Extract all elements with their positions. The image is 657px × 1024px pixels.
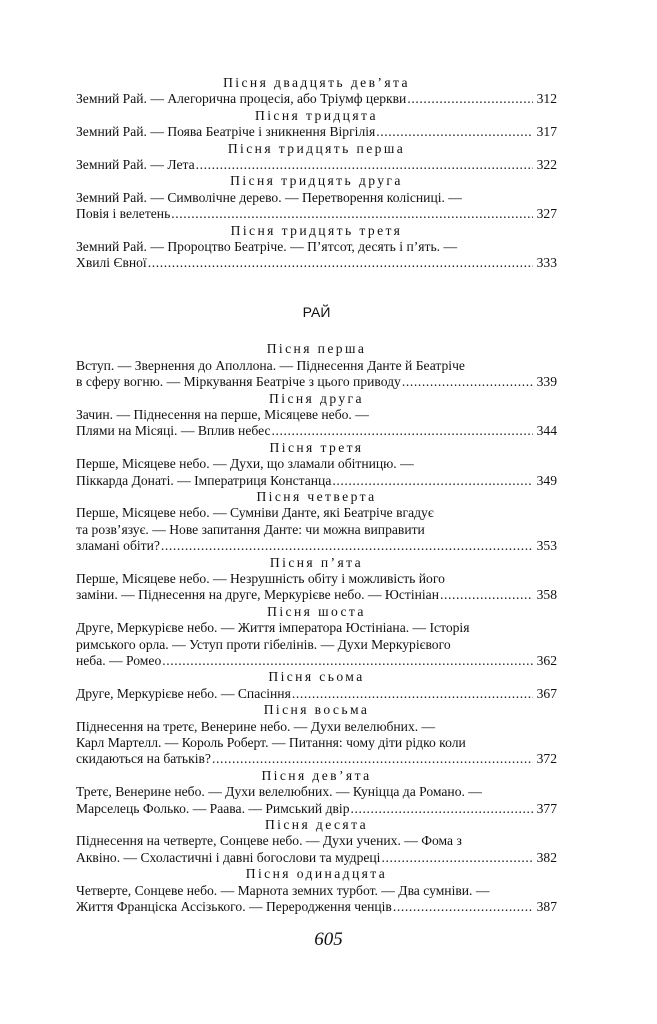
- entry-page-number: 312: [536, 91, 557, 107]
- canto-title: Пісня шоста: [267, 603, 366, 619]
- entry-last-line: [76, 374, 557, 390]
- dot-leader: [148, 255, 533, 271]
- toc-entry: [76, 604, 557, 670]
- entry-text-line: Хвилі Євної: [76, 255, 147, 271]
- dot-leader: [162, 653, 533, 669]
- canto-title: Пісня двадцять дев’ята: [223, 75, 410, 90]
- canto-title: Пісня п’ята: [269, 554, 364, 570]
- canto-title: Пісня десята: [264, 817, 369, 833]
- entry-last-line: [76, 801, 557, 817]
- toc-entry: [76, 768, 557, 817]
- toc-entry: [76, 223, 557, 272]
- entry-page-number: 358: [536, 587, 557, 603]
- entry-page-number: 327: [536, 206, 557, 222]
- entry-text-line: Життя Франціска Ассізького. — Переродження ченців: [76, 899, 392, 915]
- entry-text-line: та розв’язує. — Нове запитання Данте: чи можна виправити: [76, 521, 425, 537]
- entry-last-line: [76, 751, 557, 767]
- entry-last-line: [76, 473, 557, 489]
- entry-text-line: Земний Рай. — Поява Беатріче і зникнення Віргілія: [76, 124, 376, 140]
- canto-title: Пісня тридцять перша: [227, 140, 406, 156]
- entry-text-line: Піднесення на третє, Венерине небо. — Духи велелюбних. —: [76, 718, 436, 734]
- entry-page-number: 377: [536, 800, 557, 816]
- entry-text-line: Четверте, Сонцеве небо. — Марнота земних турбот. — Два сумніви. —: [76, 882, 490, 898]
- entry-page-number: 349: [536, 472, 557, 488]
- entry-text-line: Друге, Меркурієве небо. — Спасіння: [76, 685, 291, 701]
- dot-leader: [402, 374, 533, 390]
- toc-entry: [76, 866, 557, 915]
- entry-text-line: Перше, Місяцеве небо. — Сумніви Данте, які Беатріче вгадує: [76, 505, 434, 521]
- entry-page-number: 367: [536, 685, 557, 701]
- toc-entry: [76, 489, 557, 555]
- entry-last-line: [76, 587, 557, 603]
- toc-entry: [76, 555, 557, 604]
- toc-entry: [76, 173, 557, 222]
- dot-leader: [440, 587, 533, 603]
- entry-text-line: Плями на Місяці. — Вплив небес: [76, 423, 271, 439]
- entry-text-line: Повія і велетень: [76, 206, 171, 222]
- entry-text-line: Марселець Фолько. — Раава. — Римський двір: [76, 800, 350, 816]
- entry-text-line: Перше, Місяцеве небо. — Незрушність обіту і можливість його: [76, 570, 445, 586]
- toc-entry: [76, 669, 557, 702]
- table-of-contents: [76, 75, 557, 916]
- entry-page-number: 344: [536, 423, 557, 439]
- canto-title: Пісня друга: [269, 390, 364, 406]
- entry-text-line: Піднесення на четверте, Сонцеве небо. — Духи учених. — Фома з: [76, 833, 462, 849]
- part-title: РАЙ: [302, 303, 331, 320]
- dot-leader: [393, 899, 533, 915]
- entry-text-line: Зачин. — Піднесення на перше, Місяцеве небо. —: [76, 406, 369, 422]
- dot-leader: [381, 850, 533, 866]
- entry-text-line: Земний Рай. — Алегорична процесія, або Тріумф церкви: [76, 91, 407, 107]
- entry-page-number: 372: [536, 751, 557, 767]
- toc-entry: [76, 141, 557, 174]
- dot-leader: [171, 206, 533, 222]
- entry-page-number: 362: [536, 653, 557, 668]
- entry-last-line: [76, 91, 557, 107]
- entry-page-number: 317: [536, 124, 557, 140]
- entry-text-line: Перше, Місяцеве небо. — Духи, що зламали обітницю. —: [76, 456, 414, 472]
- entry-text-line: скидаються на батьків?: [76, 751, 211, 767]
- entry-text-line: Піккарда Донаті. — Імператриця Констанца: [76, 472, 332, 488]
- entry-text-line: Вступ. — Звернення до Аполлона. — Піднесення Данте й Беатріче: [76, 357, 465, 373]
- entry-page-number: 322: [536, 157, 557, 173]
- entry-page-number: 387: [536, 899, 557, 915]
- toc-entry: [76, 440, 557, 489]
- dot-leader: [272, 423, 534, 439]
- entry-last-line: [76, 124, 557, 140]
- canto-title: Пісня восьма: [263, 702, 370, 718]
- entry-last-line: [76, 899, 557, 915]
- entry-page-number: 382: [536, 849, 557, 865]
- canto-title: Пісня перша: [266, 341, 367, 357]
- dot-leader: [196, 157, 533, 173]
- entry-page-number: 333: [536, 255, 557, 271]
- toc-section: [76, 75, 557, 272]
- entry-last-line: [76, 157, 557, 173]
- entry-text-line: Аквіно. — Схоластичні і давні богослови та мудреці: [76, 849, 381, 865]
- entry-page-number: 339: [536, 374, 557, 390]
- canto-title: Пісня дев’ята: [261, 767, 372, 783]
- dot-leader: [351, 801, 533, 817]
- dot-leader: [292, 686, 533, 702]
- canto-title: Пісня одинадцята: [245, 866, 388, 882]
- canto-title: Пісня тридцята: [255, 107, 378, 123]
- toc-entry: [76, 391, 557, 440]
- entry-text-line: зламані обіти?: [76, 538, 160, 554]
- entry-text-line: Друге, Меркурієве небо. — Життя імператора Юстініана. — Історія: [76, 620, 470, 636]
- canto-title: Пісня тридцять друга: [230, 173, 403, 189]
- dot-leader: [212, 751, 533, 767]
- toc-section: [76, 304, 557, 916]
- entry-last-line: [76, 686, 557, 702]
- entry-page-number: 353: [536, 538, 557, 554]
- toc-entry: [76, 341, 557, 390]
- toc-entry: [76, 108, 557, 141]
- entry-text-line: Третє, Венерине небо. — Духи велелюбних. — Куніцца да Романо. —: [76, 784, 482, 800]
- entry-text-line: неба. — Ромео: [76, 653, 162, 668]
- dot-leader: [332, 473, 533, 489]
- entry-last-line: [76, 255, 557, 271]
- entry-text-line: Земний Рай. — Пророцтво Беатріче. — П’ятсот, десять і п’ять. —: [76, 239, 458, 255]
- toc-entry: [76, 817, 557, 866]
- entry-last-line: [76, 538, 557, 554]
- entry-text-line: Земний Рай. — Символічне дерево. — Перетворення колісниці. —: [76, 189, 462, 205]
- entry-last-line: [76, 423, 557, 439]
- dot-leader: [407, 91, 533, 107]
- canto-title: Пісня третя: [269, 439, 364, 455]
- entry-text-line: римського орла. — Уступ проти гібелінів. — Духи Меркурієвого: [76, 636, 451, 652]
- entry-text-line: в сферу вогню. — Міркування Беатріче з цього приводу: [76, 374, 401, 390]
- toc-entry: [76, 702, 557, 768]
- entry-last-line: [76, 850, 557, 866]
- entry-text-line: Земний Рай. — Лета: [76, 157, 195, 173]
- entry-text-line: заміни. — Піднесення на друге, Меркурієве небо. — Юстініан: [76, 587, 439, 603]
- canto-title: Пісня четверта: [256, 488, 377, 504]
- entry-text-line: Карл Мартелл. — Король Роберт. — Питання: чому діти рідко коли: [76, 735, 466, 751]
- canto-title: Пісня сьома: [268, 669, 365, 685]
- page-number: 605: [314, 929, 343, 950]
- entry-last-line: [76, 206, 557, 222]
- canto-title: Пісня тридцять третя: [230, 222, 403, 238]
- dot-leader: [376, 124, 533, 140]
- dot-leader: [161, 538, 533, 554]
- entry-last-line: [76, 653, 557, 669]
- toc-entry: [76, 75, 557, 108]
